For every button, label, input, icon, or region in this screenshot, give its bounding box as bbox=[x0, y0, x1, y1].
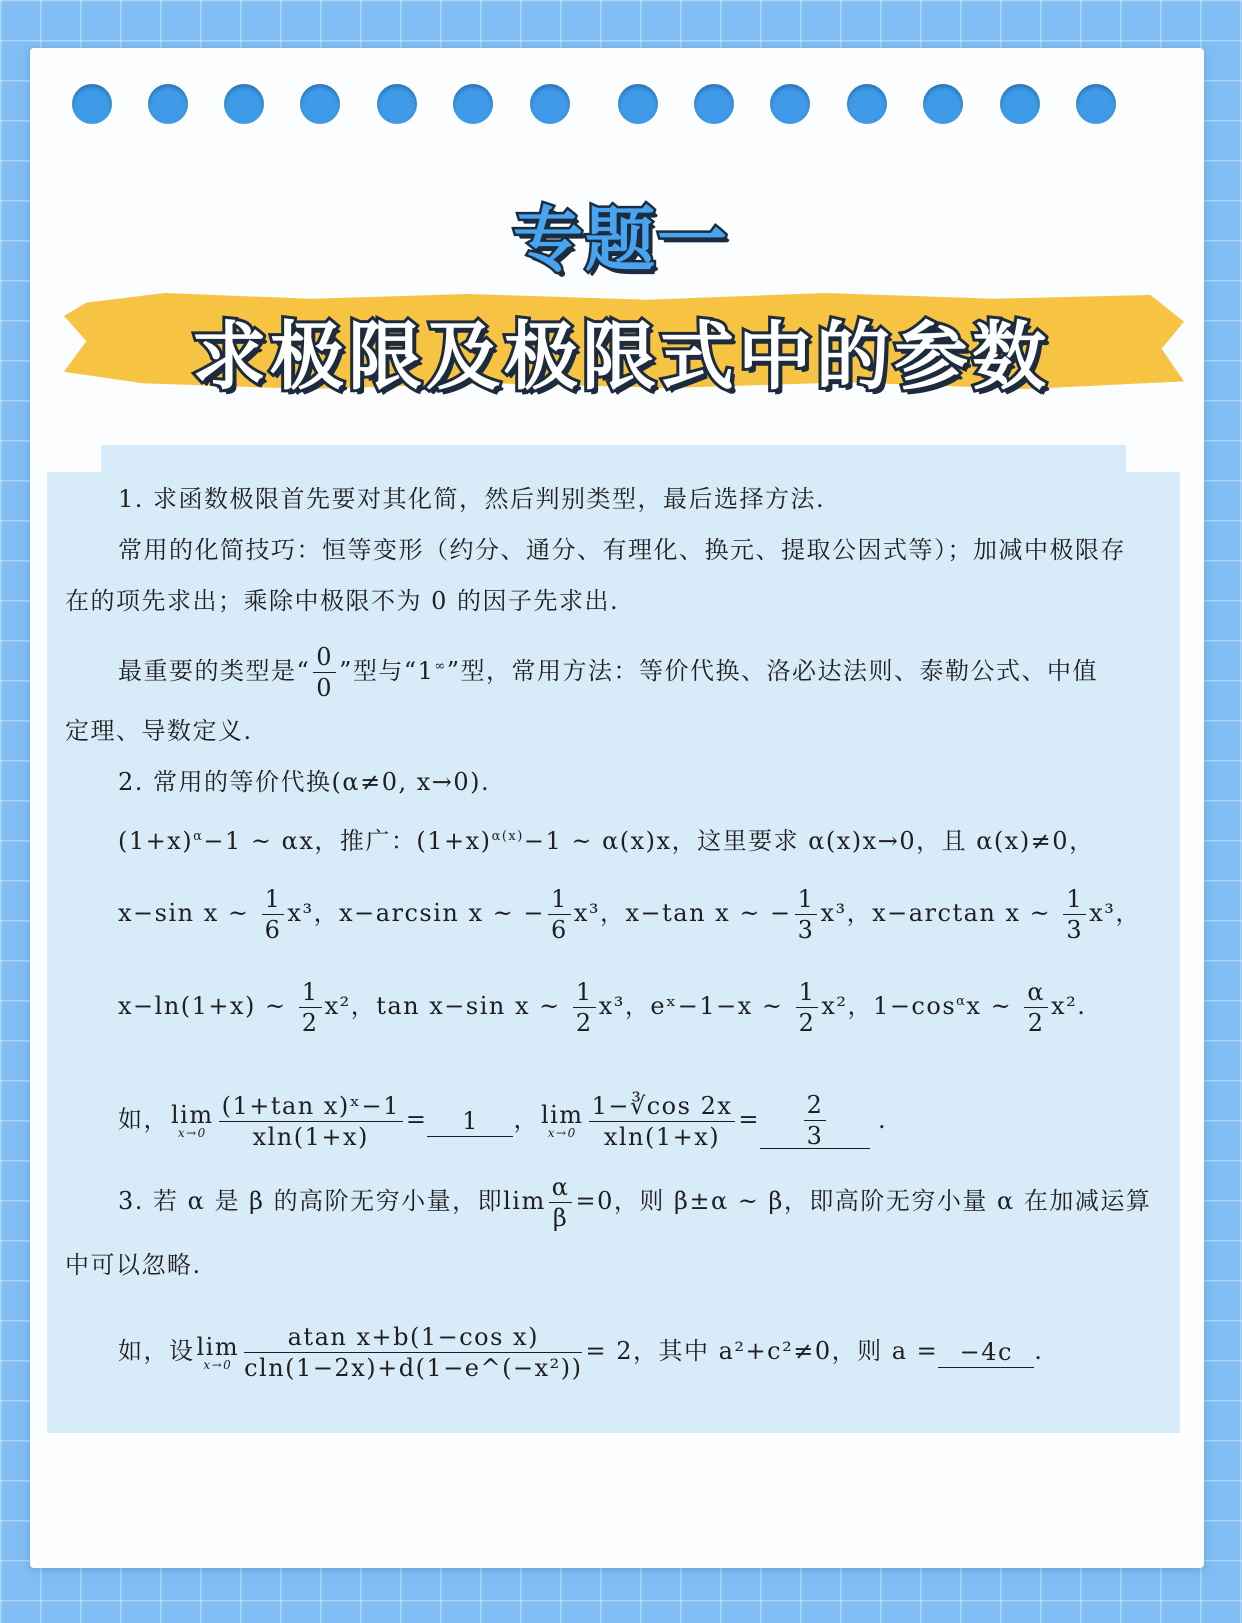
binder-hole bbox=[300, 84, 340, 124]
binder-hole bbox=[224, 84, 264, 124]
fraction bbox=[573, 980, 596, 1035]
text-fragment: x ~ bbox=[966, 992, 1022, 1020]
text-line: 2. 常用的等价代换(α≠0, x→0). bbox=[118, 768, 491, 796]
binder-hole bbox=[923, 84, 963, 124]
text-fragment: ， bbox=[513, 1105, 539, 1134]
text-fragment: x³，eˣ−1−x ~ bbox=[598, 992, 793, 1020]
superscript: α bbox=[956, 994, 967, 1009]
fraction bbox=[549, 1175, 573, 1230]
fraction bbox=[796, 980, 819, 1035]
text-fragment: x³，x−arcsin x ~ − bbox=[287, 899, 546, 927]
text-fragment: . bbox=[877, 1105, 888, 1134]
fraction-denominator: 2 bbox=[798, 1009, 816, 1037]
text-line: 中可以忽略. bbox=[65, 1251, 202, 1279]
fraction bbox=[219, 1091, 403, 1151]
fraction-numerator: 1 bbox=[299, 980, 322, 1008]
binder-holes bbox=[30, 84, 1204, 128]
text-fragment: x³，x−arctan x ~ bbox=[820, 899, 1061, 927]
fraction bbox=[262, 887, 285, 942]
fraction-denominator: xln(1+x) bbox=[252, 1122, 369, 1151]
example-line bbox=[118, 1325, 1043, 1380]
fraction bbox=[244, 1325, 582, 1380]
text-fragment: x²，1−cos bbox=[821, 992, 957, 1020]
binder-hole bbox=[72, 84, 112, 124]
fraction bbox=[548, 887, 571, 942]
fraction bbox=[1024, 980, 1048, 1035]
text-fragment: x²，tan x−sin x ~ bbox=[324, 992, 570, 1020]
text-line bbox=[118, 645, 1098, 700]
binder-hole bbox=[694, 84, 734, 124]
limit-label: lim bbox=[171, 1101, 214, 1129]
fraction-denominator: 6 bbox=[551, 916, 568, 944]
answer-blank bbox=[760, 1093, 870, 1149]
text-fragment: x−sin x ~ bbox=[118, 899, 259, 927]
binder-hole bbox=[530, 84, 570, 124]
fraction bbox=[589, 1091, 736, 1151]
text-line: 定理、导数定义. bbox=[65, 717, 253, 745]
fraction-numerator: α bbox=[549, 1175, 573, 1203]
text-line bbox=[118, 887, 1141, 942]
text-fragment: 如，设 bbox=[118, 1337, 195, 1365]
fraction-numerator: 2 bbox=[804, 1093, 827, 1121]
binder-hole bbox=[618, 84, 658, 124]
text-fragment: 如， bbox=[118, 1105, 169, 1134]
fraction-denominator: 0 bbox=[316, 674, 334, 702]
text-fragment: −1 ~ α(x)x，这里要求 α(x)x→0，且 α(x)≠0， bbox=[523, 827, 1095, 855]
torn-paper-edge bbox=[30, 1440, 1204, 1580]
text-fragment: . bbox=[1034, 1337, 1044, 1365]
text-fragment: = 2，其中 a²+c²≠0，则 a = bbox=[585, 1337, 939, 1365]
text-fragment: −1 ~ αx，推广：(1+x) bbox=[203, 827, 492, 855]
text-fragment: x−ln(1+x) ~ bbox=[118, 992, 296, 1020]
limit-subscript: x→0 bbox=[547, 1126, 577, 1140]
fraction-numerator: atan x+b(1−cos x) bbox=[244, 1325, 582, 1353]
fraction-numerator: 1 bbox=[795, 887, 818, 915]
binder-hole bbox=[453, 84, 493, 124]
limit-label: lim bbox=[540, 1101, 584, 1129]
text-fragment: 最重要的类型是“ bbox=[118, 657, 311, 685]
binder-hole bbox=[847, 84, 887, 124]
limit-operator bbox=[541, 1103, 584, 1139]
fraction-numerator: 1−∛cos 2x bbox=[589, 1094, 736, 1122]
text-fragment: =0，则 β±α ~ β，即高阶无穷小量 α 在加减运算 bbox=[575, 1187, 1152, 1215]
fraction-numerator: (1+tan x)ˣ−1 bbox=[219, 1094, 403, 1122]
text-line: 在的项先求出；乘除中极限不为 0 的因子先求出. bbox=[65, 587, 620, 615]
fraction bbox=[795, 887, 818, 942]
text-fragment: (1+x) bbox=[118, 827, 194, 855]
limit-operator bbox=[196, 1332, 240, 1372]
answer-fraction bbox=[804, 1093, 827, 1148]
panel-notch-left bbox=[47, 436, 101, 472]
text-line bbox=[118, 980, 1086, 1035]
fraction bbox=[1063, 887, 1086, 942]
fraction-denominator: 3 bbox=[806, 1122, 824, 1150]
text-fragment: ”型与“1 bbox=[339, 657, 435, 685]
fraction-denominator: β bbox=[552, 1204, 569, 1232]
fraction-denominator: xln(1+x) bbox=[603, 1122, 721, 1151]
answer-blank: 1 bbox=[427, 1106, 513, 1137]
fraction-denominator: 2 bbox=[575, 1009, 593, 1037]
binder-hole bbox=[377, 84, 417, 124]
limit-operator bbox=[171, 1103, 214, 1139]
fraction-numerator: 1 bbox=[262, 887, 285, 915]
text-fragment: x³，x−tan x ~ − bbox=[573, 899, 792, 927]
fraction-denominator: 2 bbox=[1027, 1009, 1045, 1037]
text-line: 常用的化简技巧：恒等变形（约分、通分、有理化、换元、提取公因式等）；加减中极限存 bbox=[118, 536, 1126, 564]
fraction-numerator: 1 bbox=[548, 887, 571, 915]
topic-subtitle: 专题一 bbox=[513, 199, 729, 281]
fraction bbox=[299, 980, 322, 1035]
text-fragment: x³， bbox=[1089, 899, 1141, 927]
binder-hole bbox=[1076, 84, 1116, 124]
page-title: 求极限及极限式中的参数 bbox=[192, 314, 1050, 400]
limit-subscript: x→0 bbox=[203, 1357, 233, 1372]
fraction-denominator: cln(1−2x)+d(1−e^(−x²)) bbox=[244, 1354, 583, 1382]
text-line bbox=[118, 822, 1095, 856]
binder-hole bbox=[1000, 84, 1040, 124]
panel-notch-right bbox=[1126, 436, 1180, 472]
text-line bbox=[118, 1175, 1151, 1230]
text-fragment: 3. 若 α 是 β 的高阶无穷小量，即lim bbox=[118, 1187, 546, 1215]
fraction-denominator: 6 bbox=[264, 916, 282, 944]
text-fragment: = bbox=[738, 1105, 760, 1134]
binder-hole bbox=[770, 84, 810, 124]
superscript: α bbox=[193, 829, 204, 844]
answer-blank: −4c bbox=[938, 1337, 1034, 1368]
fraction-numerator: 1 bbox=[1063, 887, 1086, 915]
text-line: 1. 求函数极限首先要对其化简，然后判别类型，最后选择方法. bbox=[118, 485, 826, 513]
binder-hole bbox=[148, 84, 188, 124]
limit-label: lim bbox=[196, 1332, 240, 1361]
superscript: ∞ bbox=[434, 659, 447, 674]
text-fragment: ”型，常用方法：等价代换、洛必达法则、泰勒公式、中值 bbox=[446, 657, 1098, 685]
example-line bbox=[118, 1093, 887, 1149]
text-fragment: = bbox=[405, 1105, 428, 1134]
fraction-denominator: 2 bbox=[301, 1009, 319, 1037]
fraction-numerator: 1 bbox=[796, 980, 819, 1008]
fraction-denominator: 3 bbox=[1066, 916, 1084, 944]
text-fragment: x². bbox=[1051, 992, 1087, 1020]
limit-subscript: x→0 bbox=[177, 1126, 207, 1140]
superscript: α(x) bbox=[491, 829, 524, 844]
fraction bbox=[313, 645, 336, 700]
fraction-numerator: 0 bbox=[313, 645, 336, 673]
fraction-numerator: α bbox=[1024, 980, 1048, 1008]
fraction-numerator: 1 bbox=[573, 980, 596, 1008]
fraction-denominator: 3 bbox=[797, 916, 815, 944]
